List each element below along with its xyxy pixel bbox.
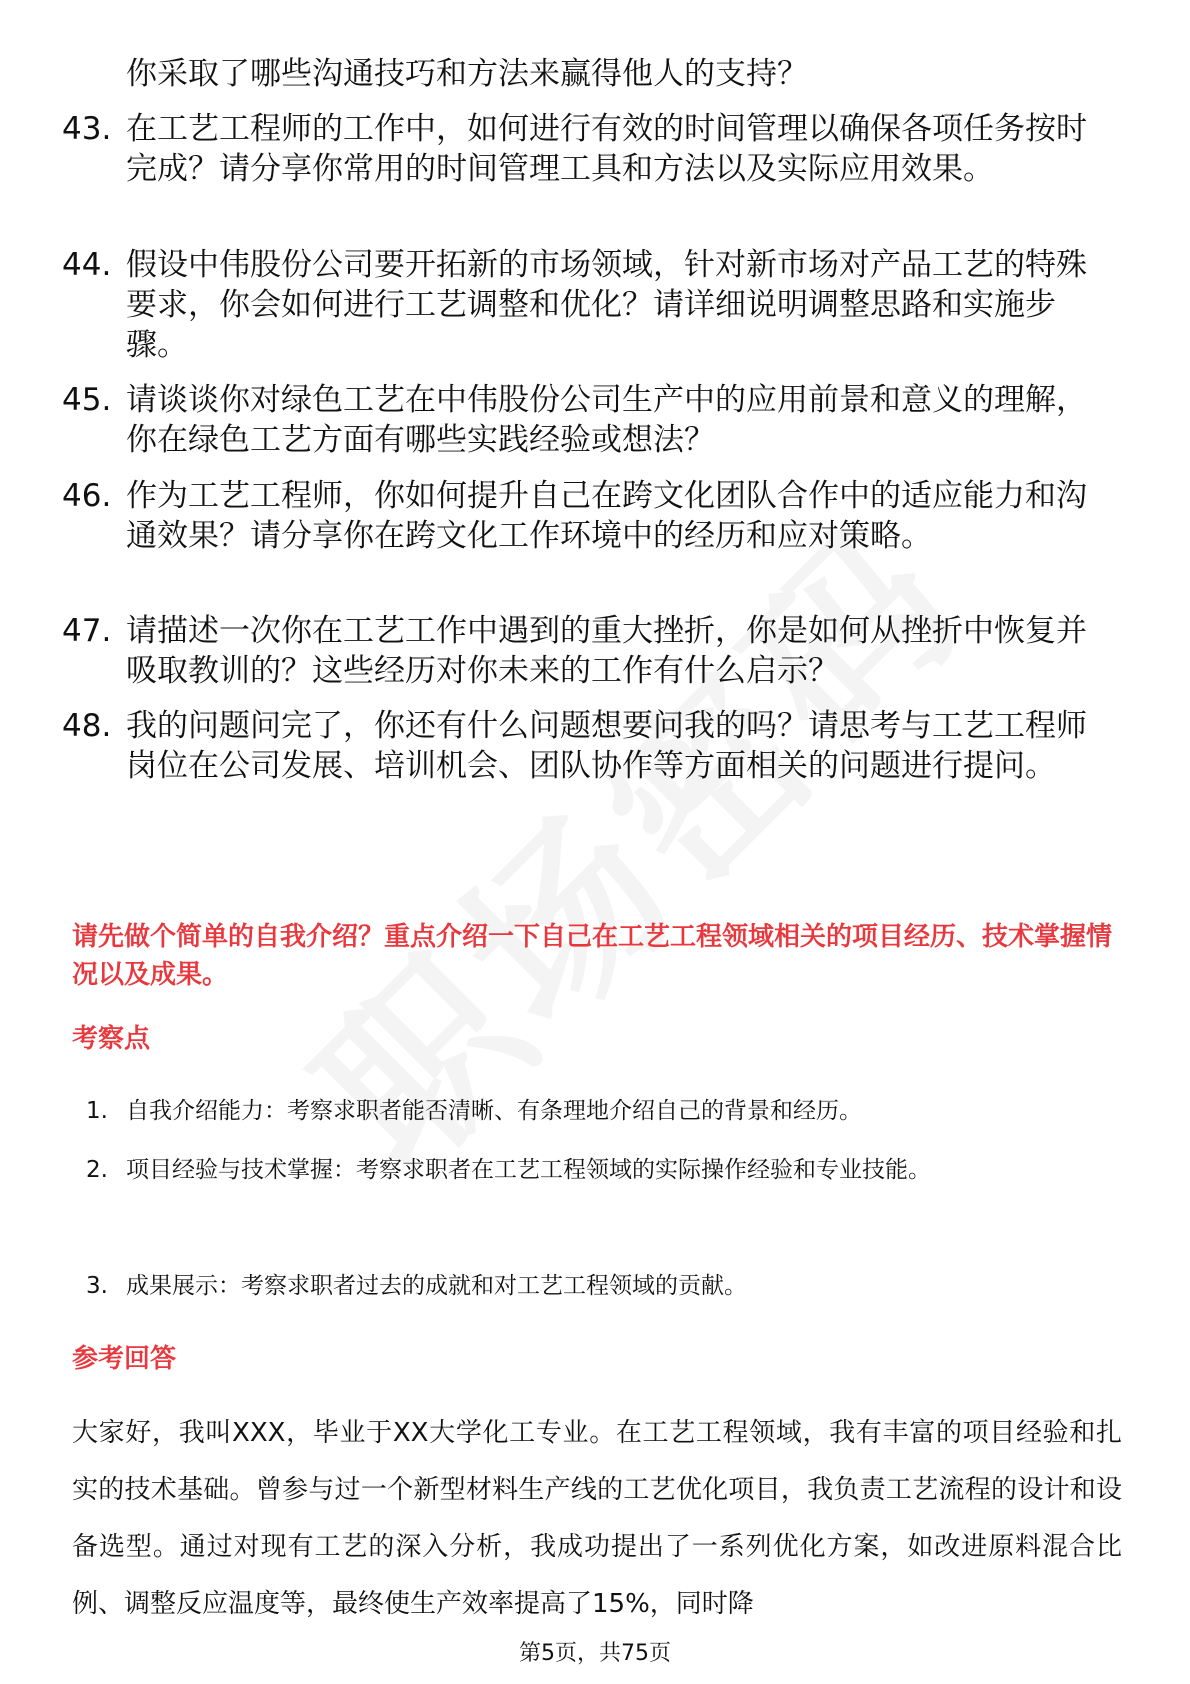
question-text: 我的问题问完了，你还有什么问题想要问我的吗？请思考与工艺工程师岗位在公司发展、培训机会、团队协作等方面相关的问题进行提问。 (126, 708, 1087, 784)
assessment-point-3 (86, 1258, 1116, 1314)
question-number: 46. (62, 478, 112, 514)
assessment-point-1 (86, 1083, 1116, 1139)
point-number: 1. (86, 1098, 108, 1124)
question-continuation: 你采取了哪些沟通技巧和方法来赢得他人的支持？ (126, 56, 808, 92)
question-item-45 (62, 380, 1122, 460)
point-text: 自我介绍能力：考察求职者能否清晰、有条理地介绍自己的背景和经历。 (126, 1098, 862, 1124)
reference-answer-label: 参考回答 (72, 1344, 177, 1374)
point-text: 成果展示：考察求职者过去的成就和对工艺工程领域的贡献。 (126, 1273, 747, 1299)
question-item-43 (62, 109, 1122, 189)
question-text: 请谈谈你对绿色工艺在中伟股份公司生产中的应用前景和意义的理解，你在绿色工艺方面有哪些实践经验或想法？ (126, 382, 1087, 458)
question-item-46 (62, 476, 1122, 556)
point-number: 2. (86, 1157, 108, 1183)
question-number: 43. (62, 111, 112, 147)
question-number: 45. (62, 382, 112, 418)
question-text: 在工艺工程师的工作中，如何进行有效的时间管理以确保各项任务按时完成？请分享你常用的时间管理工具和方法以及实际应用效果。 (126, 111, 1087, 187)
interview-question-heading: 请先做个简单的自我介绍？重点介绍一下自己在工艺工程领域相关的项目经历、技术掌握情况以及成果。 (72, 922, 1113, 990)
point-number: 3. (86, 1273, 108, 1299)
page-footer: 第5页，共75页 (519, 1641, 671, 1666)
point-text: 项目经验与技术掌握：考察求职者在工艺工程领域的实际操作经验和专业技能。 (126, 1157, 931, 1183)
question-number: 44. (62, 247, 112, 283)
assessment-point-2 (86, 1142, 1116, 1198)
question-text: 作为工艺工程师，你如何提升自己在跨文化团队合作中的适应能力和沟通效果？请分享你在跨文化工作环境中的经历和应对策略。 (126, 478, 1087, 554)
question-item-47 (62, 611, 1122, 691)
question-number: 48. (62, 708, 112, 744)
reference-answer-text: 大家好，我叫XXX，毕业于XX大学化工专业。在工艺工程领域，我有丰富的项目经验和扎实的技术基础。曾参与过一个新型材料生产线的工艺优化项目，我负责工艺流程的设计和设备选型。通过对现有工艺的深入分析，我成功提出了一系列优化方案，如改进原料混合比例、调整反应温度等，最终使生产效率提高了15%，同时降 (72, 1418, 1122, 1619)
question-text: 请描述一次你在工艺工作中遇到的重大挫折，你是如何从挫折中恢复并吸取教训的？这些经历对你未来的工作有什么启示？ (126, 613, 1087, 689)
question-item-48 (62, 706, 1122, 786)
assessment-label: 考察点 (72, 1024, 151, 1054)
question-number: 47. (62, 613, 112, 649)
question-item-44 (62, 245, 1122, 365)
question-text: 假设中伟股份公司要开拓新的市场领域，针对新市场对产品工艺的特殊要求，你会如何进行工艺调整和优化？请详细说明调整思路和实施步骤。 (126, 247, 1087, 363)
